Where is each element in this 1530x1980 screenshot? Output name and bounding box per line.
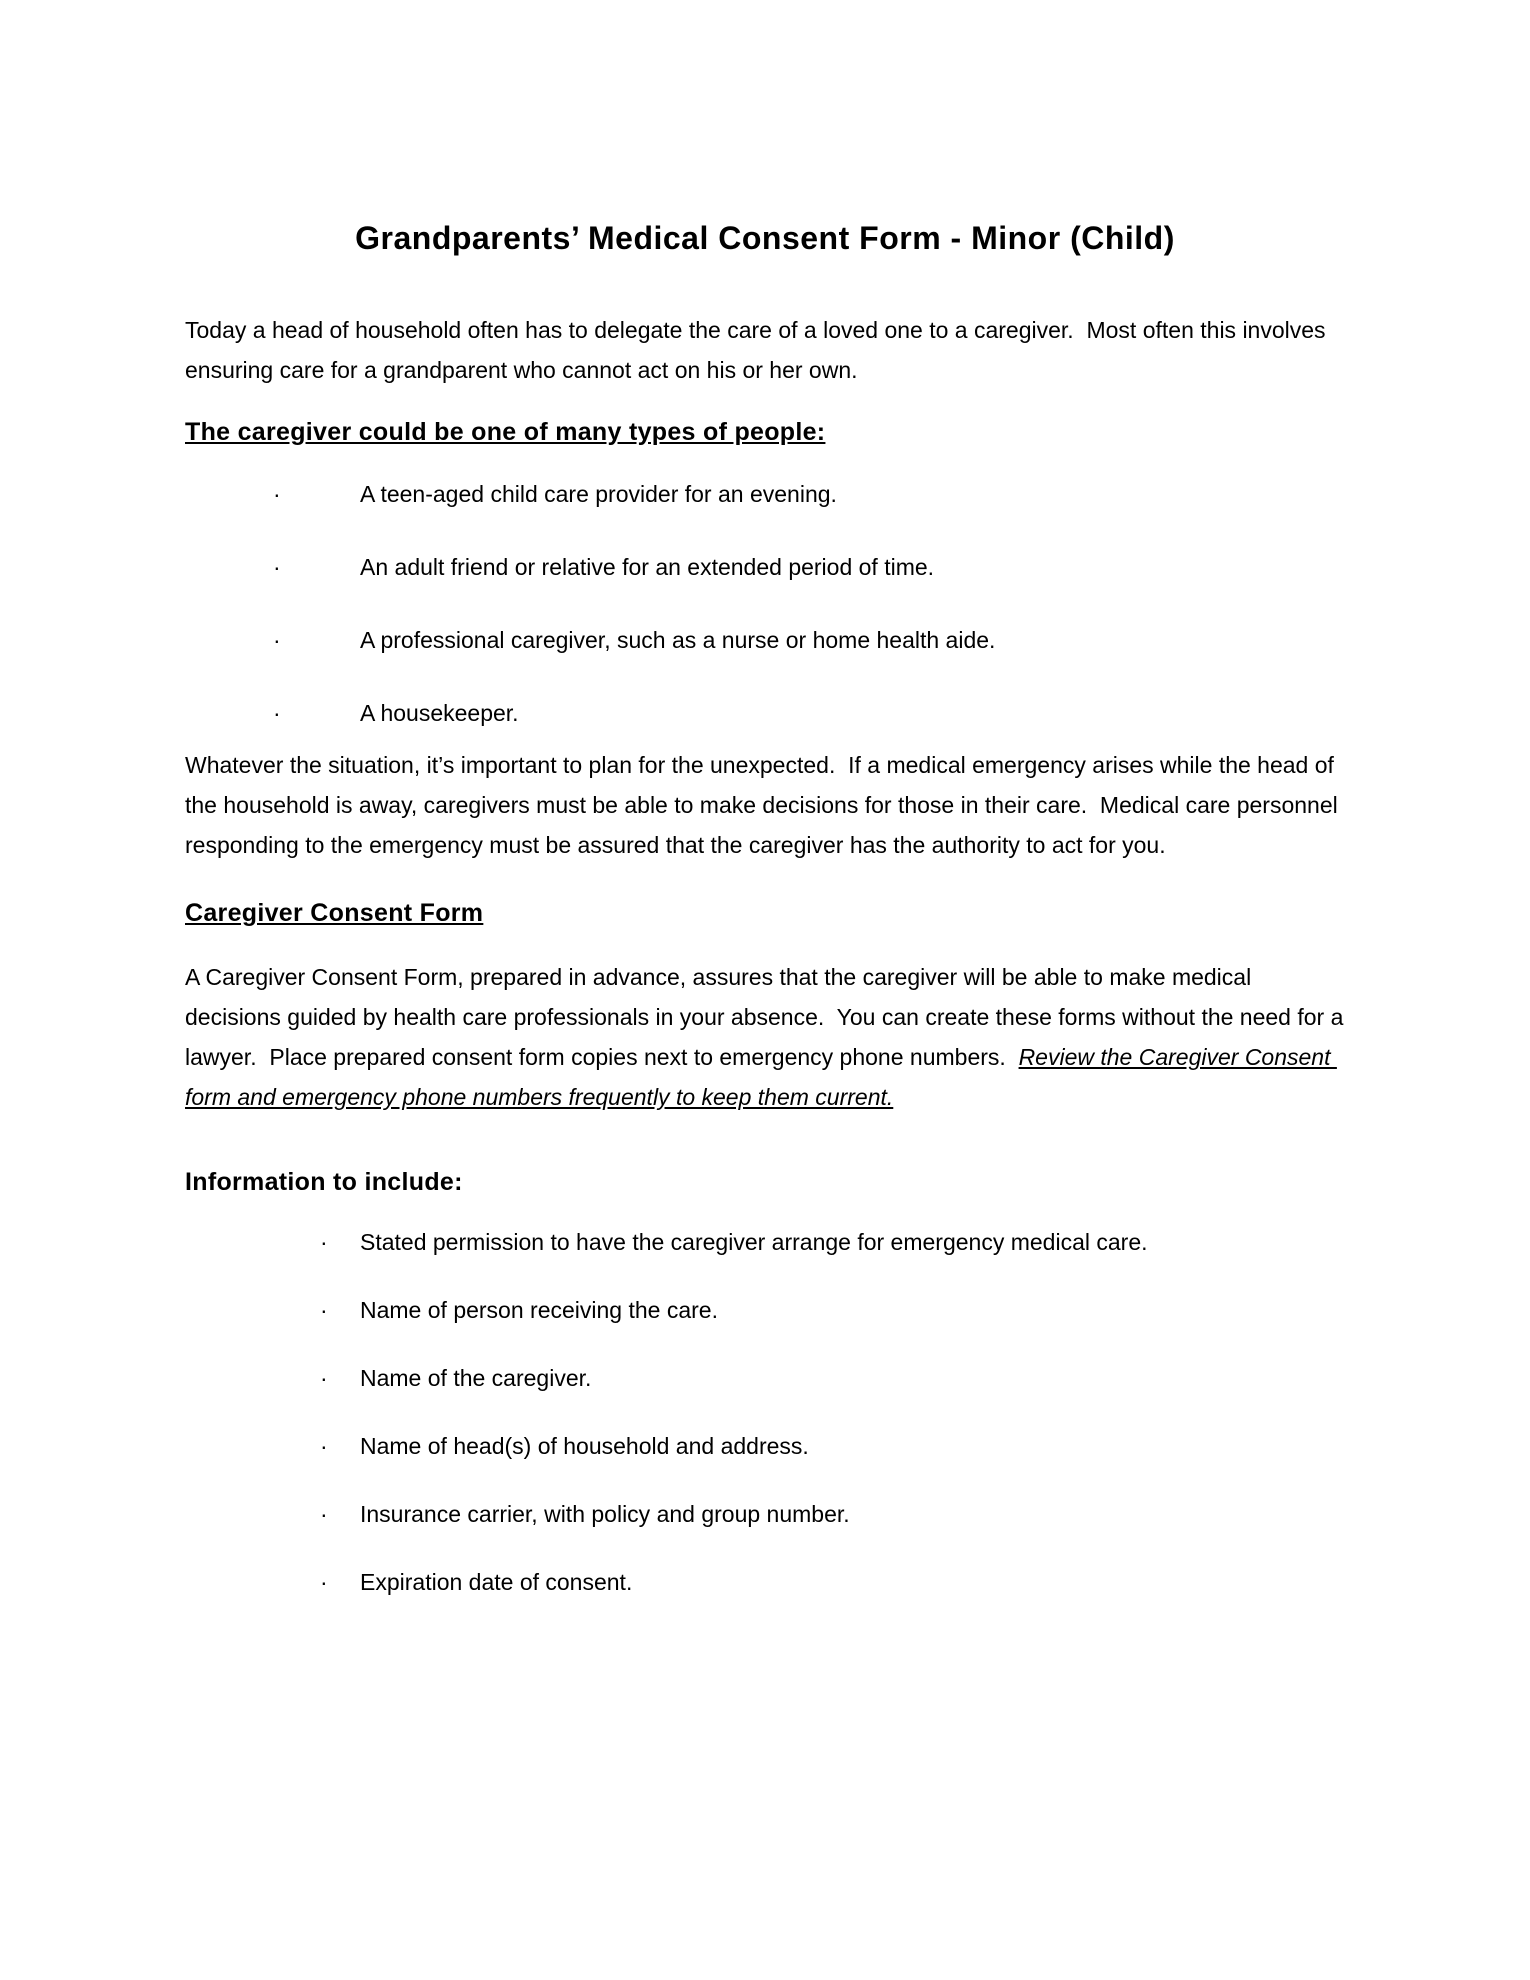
list-item-text: Name of head(s) of household and address.: [360, 1433, 809, 1459]
list-item: [185, 547, 1345, 587]
caregiver-types-list: [185, 474, 1345, 733]
review-reminder-emphasis: Review the Caregiver Consent form and emergency phone numbers frequently to keep them current.: [185, 1044, 1337, 1110]
list-item-text: Name of the caregiver.: [360, 1365, 592, 1391]
list-item: [185, 620, 1345, 660]
list-item: [185, 1426, 1345, 1466]
bullet-icon: ·: [273, 481, 281, 507]
consent-form-paragraph: [185, 957, 1350, 1117]
information-to-include-list: [185, 1222, 1345, 1602]
situation-paragraph: Whatever the situation, it’s important to plan for the unexpected. If a medical emergency arises while the head of the household is away, caregivers must be able to make decisions for those in their care. Medical care personnel responding to the emergency must be assured that the caregiver has the authority to act for you.: [185, 752, 1345, 858]
list-item-text: Insurance carrier, with policy and group number.: [360, 1501, 850, 1527]
intro-paragraph: Today a head of household often has to delegate the care of a loved one to a caregiver. Most often this involves ensuring care for a grandparent who cannot act on his or her own.: [185, 317, 1332, 383]
list-item-text: A professional caregiver, such as a nurse or home health aide.: [360, 627, 996, 653]
bullet-icon: ·: [320, 1501, 328, 1527]
bullet-icon: ·: [320, 1297, 328, 1323]
list-item: [185, 693, 1345, 733]
list-item: [185, 474, 1345, 514]
section-heading-information-to-include: Information to include:: [185, 1168, 463, 1196]
bullet-icon: ·: [273, 627, 281, 653]
list-item: [185, 1494, 1345, 1534]
bullet-icon: ·: [320, 1229, 328, 1255]
list-item-text: An adult friend or relative for an extended period of time.: [360, 554, 935, 580]
list-item: [185, 1290, 1345, 1330]
section-heading-caregiver-consent-form: Caregiver Consent Form: [185, 899, 484, 927]
list-item: [185, 1358, 1345, 1398]
bullet-icon: ·: [320, 1569, 328, 1595]
section-heading-caregiver-types: The caregiver could be one of many types of people:: [185, 418, 826, 446]
list-item-text: Stated permission to have the caregiver arrange for emergency medical care.: [360, 1229, 1148, 1255]
list-item: [185, 1562, 1345, 1602]
list-item-text: Expiration date of consent.: [360, 1569, 633, 1595]
list-item-text: Name of person receiving the care.: [360, 1297, 718, 1323]
list-item: [185, 1222, 1345, 1262]
list-item-text: A housekeeper.: [360, 700, 519, 726]
consent-form-paragraph-text: A Caregiver Consent Form, prepared in advance, assures that the caregiver will be able to make medical decisions guided by health care professionals in your absence. You can create these forms without the need for a lawyer. Place prepared consent form copies next to emergency phone numbers.: [185, 964, 1350, 1070]
bullet-icon: ·: [273, 554, 281, 580]
bullet-icon: ·: [320, 1433, 328, 1459]
list-item-text: A teen-aged child care provider for an evening.: [360, 481, 837, 507]
bullet-icon: ·: [320, 1365, 328, 1391]
bullet-icon: ·: [273, 700, 281, 726]
page-title: Grandparents’ Medical Consent Form - Minor (Child): [355, 220, 1175, 256]
